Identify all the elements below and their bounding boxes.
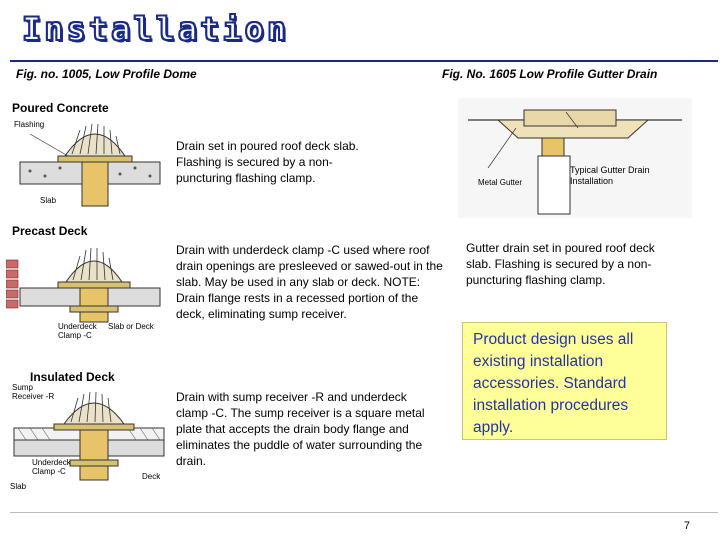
section-heading-poured-concrete: Poured Concrete — [12, 101, 109, 115]
section-text-poured-concrete: Drain set in poured roof deck slab. Flashing is secured by a non-puncturing flashing clamp. — [176, 139, 359, 185]
section-heading-insulated-deck: Insulated Deck — [30, 370, 115, 384]
label-slab-2: Slab — [10, 482, 27, 491]
label-typical-gutter-drain: Typical Gutter Drain Installation — [570, 165, 650, 186]
product-design-callout: Product design uses all existing installation accessories. Standard installation procedures apply. — [462, 322, 667, 440]
slide-title: Installation — [22, 10, 290, 48]
label-underdeck-clamp: Underdeck Clamp -C — [58, 322, 97, 340]
page-number: 7 — [683, 520, 690, 532]
gutter-drain-diagram — [458, 98, 692, 218]
label-slab-or-deck: Slab or Deck — [108, 322, 154, 331]
left-figure-caption: Fig. no. 1005, Low Profile Dome — [16, 67, 197, 81]
gutter-text: Gutter drain set in poured roof deck slab. Flashing is secured by a non-puncturing flashing clamp. — [466, 241, 655, 287]
label-flashing: Flashing — [14, 120, 45, 129]
label-slab: Slab — [40, 196, 57, 205]
title-rule — [10, 60, 718, 62]
label-deck: Deck — [142, 472, 161, 481]
section-text-precast-deck: Drain with underdeck clamp -C used where roof drain openings are presleeved or sawed-out in the slab. May be used in any slab or deck. NOTE: Drain flange rests in a recessed portion of the deck, eliminating sump receiver. — [176, 243, 443, 321]
right-figure-caption: Fig. No. 1605 Low Profile Gutter Drain — [442, 67, 658, 81]
section-text-insulated-deck: Drain with sump receiver -R and underdeck clamp -C. The sump receiver is a square metal plate that accepts the drain body flange and eliminates the puddle of water surrounding the drain. — [176, 390, 425, 468]
poured-concrete-diagram — [10, 116, 170, 208]
footer-rule — [10, 512, 718, 513]
label-sump-receiver: Sump Receiver -R — [12, 383, 55, 401]
label-metal-gutter: Metal Gutter — [478, 178, 523, 187]
section-heading-precast-deck: Precast Deck — [12, 224, 88, 238]
label-underdeck-clamp-2: Underdeck Clamp -C — [32, 458, 71, 476]
